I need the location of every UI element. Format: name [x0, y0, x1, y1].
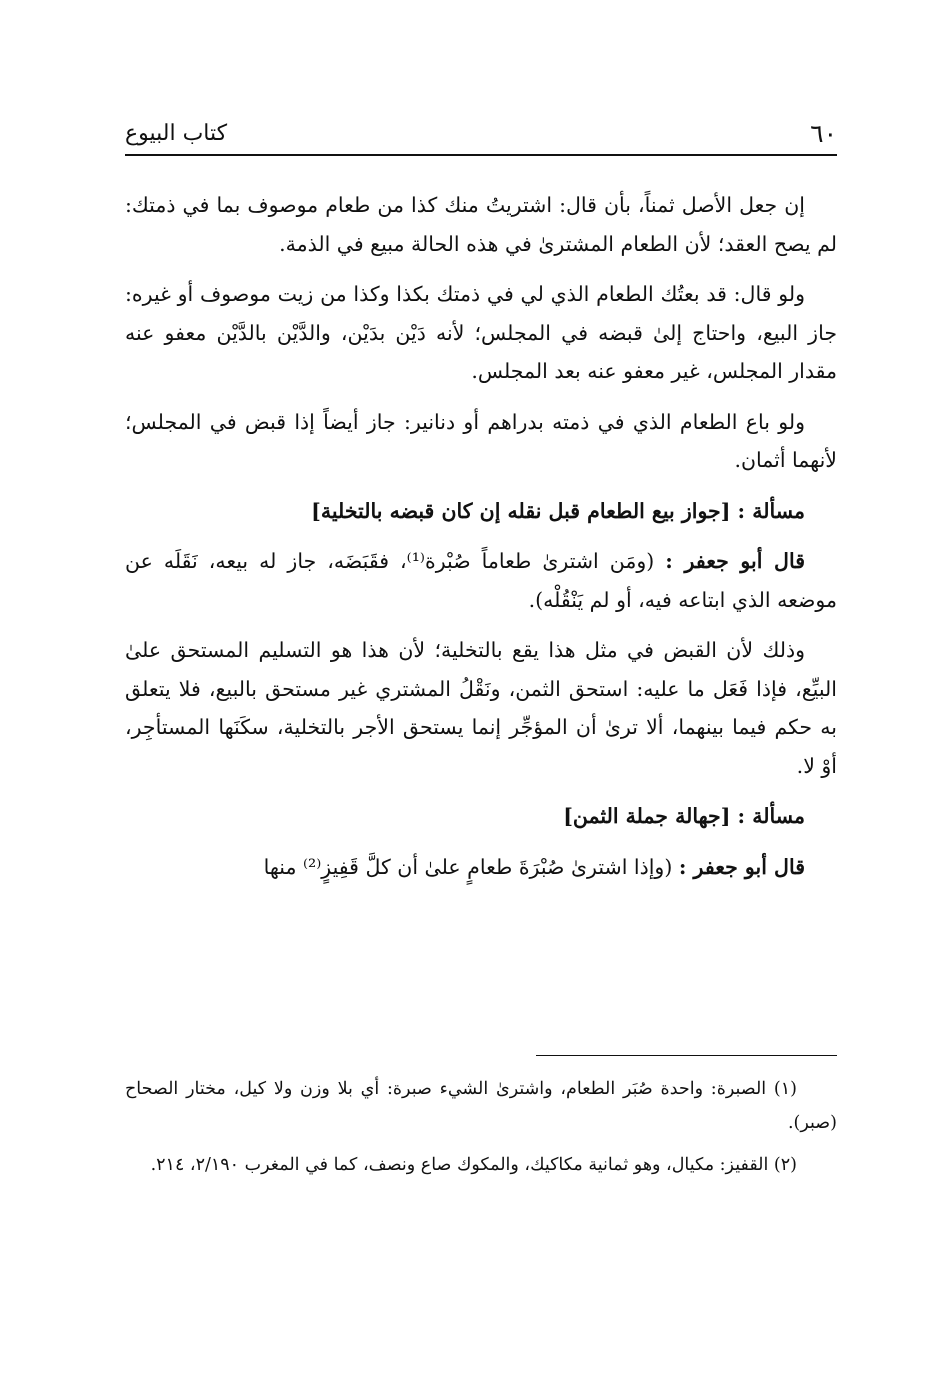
page-header: [125, 118, 837, 158]
speaker-lead: قال أبو جعفر :: [678, 854, 805, 879]
footnote-rule: [536, 1055, 837, 1056]
footnote: (١) الصبرة: واحدة صُبَر الطعام، واشترىٰ الشيء صبرة: أي بلا وزن ولا كيل، مختار الصحاح (صبر).: [125, 1079, 837, 1133]
quoted-paragraph: قال أبو جعفر : (وإذا اشترىٰ صُبْرَةَ طعامٍ علىٰ أن كلَّ قَفِيزٍ⁽²⁾ منها: [263, 854, 805, 879]
header-rule: [125, 154, 837, 156]
footnotes: [125, 1072, 837, 1190]
paragraph: ولو قال: قد بعتُك الطعام الذي لي في ذمتك بكذا وكذا من زيت موصوف أو غيره: جاز البيع، واحتاج إلىٰ قبضه في المجلس؛ لأنه دَيْن بدَيْن، والدَّيْن بالدَّيْن معفو عنه مقدار المجلس، غير معفو عنه بعد المجلس.: [125, 282, 837, 383]
paragraph: وذلك لأن القبض في مثل هذا يقع بالتخلية؛ لأن هذا هو التسليم المستحق علىٰ البيِّع، فإذا فَعَل ما عليه: استحق الثمن، ونَقْلُ المشتري غير مستحق بالبيع، فلا يتعلق به حكم فيما بينهما، ألا ترىٰ أن المؤجِّر إنما يستحق الأجر بالتخلية، سكَنَها المستأجِر، أوْ لا.: [125, 638, 837, 778]
footnote: (٢) القفيز: مكيال، وهو ثمانية مكاكيك، والمكوك صاع ونصف، كما في المغرب ٢/١٩٠، ٢١٤.: [150, 1155, 797, 1175]
speaker-lead: قال أبو جعفر :: [665, 549, 805, 573]
section-heading: مسألة : [جواز بيع الطعام قبل نقله إن كان قبضه بالتخلية]: [311, 498, 805, 523]
section-heading: مسألة : [جهالة جملة الثمن]: [563, 804, 805, 828]
quoted-paragraph: قال أبو جعفر : (ومَن اشترىٰ طعاماً صُبْرة⁽¹⁾، فقَبَضَه، جاز له بيعه، نَقَلَه عن موضعه الذي ابتاعه فيه، أو لم يَنْقُلْه).: [125, 549, 837, 612]
paragraph: ولو باع الطعام الذي في ذمته بدراهم أو دنانير: جاز أيضاً إذا قبض في المجلس؛ لأنهما أثمان.: [125, 409, 837, 472]
paragraph: إن جعل الأصل ثمناً، بأن قال: اشتريتُ منك كذا من طعام موصوف بما في ذمتك: لم يصح العقد؛ لأن الطعام المشترىٰ في هذه الحالة مبيع في الذمة.: [125, 193, 837, 256]
page-number: ٦٠: [810, 119, 837, 148]
main-text: [125, 186, 837, 898]
running-title: كتاب البيوع: [125, 121, 228, 146]
